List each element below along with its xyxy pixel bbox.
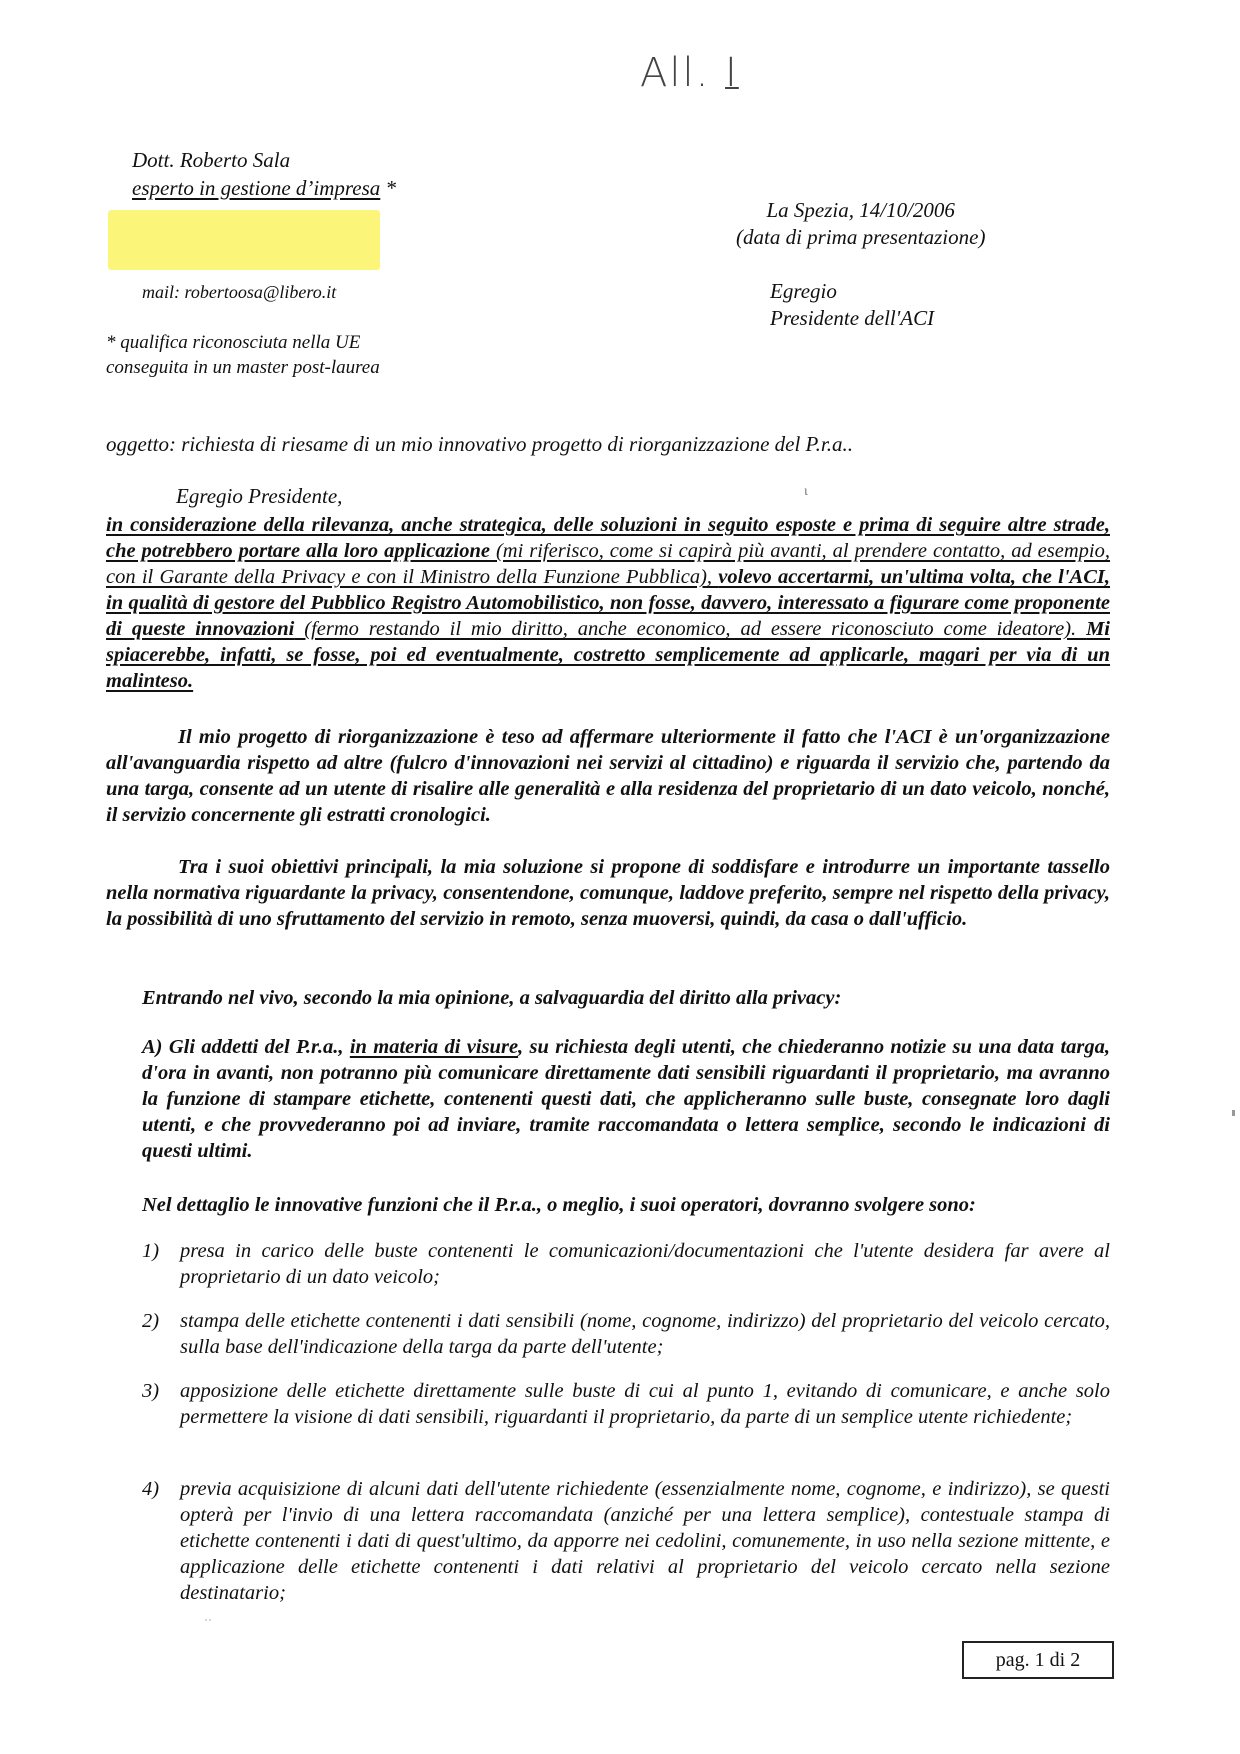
stray-mark: ι xyxy=(804,484,808,499)
detail-heading: Nel dettaglio le innovative funzioni che il P.r.a., o meglio, i suoi operatori, dovranno svolgere sono: xyxy=(142,1194,976,1216)
sender-block xyxy=(132,146,396,202)
place-date: La Spezia, 14/10/2006 xyxy=(766,198,955,222)
recipient-name: Presidente dell'ACI xyxy=(770,306,935,330)
list-item: 3) apposizione delle etichette direttamente sulle buste di cui al punto 1, evitando di comunicare, e anche solo permettere la visione di dati sensibili, riguardanti il proprietario, da parte di un semplice utente richiedente; xyxy=(142,1380,1110,1428)
sender-title: esperto in gestione d’impresa * xyxy=(132,176,397,200)
greeting: Egregio Presidente, xyxy=(176,484,343,508)
sender-name: Dott. Roberto Sala xyxy=(132,148,291,172)
point-a-paragraph: A) Gli addetti del P.r.a., in materia di visure, su richiesta degli utenti, che chiederanno notizie su una data targa, d'ora in avanti, non potranno più comunicare direttamente dati sensibili riguardanti il proprietario, ma avranno la funzione di stampare etichette, contenenti questi dati, che applicheranno sulle buste, consegnate loro dagli utenti, e che provvederanno poi ad inviare, tramite raccomandata o lettera semplice, secondo le indicazioni di questi ultimi. xyxy=(142,1036,1110,1162)
intro-paragraph: in considerazione della rilevanza, anche strategica, delle soluzioni in seguito esposte e prima di seguire altre strade, che potrebbero portare alla loro applicazione (mi riferisco, come si capirà più avanti, al prendere contatto, ad esempio, con il Garante della Privacy e con il Ministro della Funzione Pubblica), volevo accertarmi, un'ultima volta, che l'ACI, in qualità di gestore del Pubblico Registro Automobilistico, non fosse, davvero, interessato a figurare come proponente di queste innovazioni (fermo restando il mio diritto, anche economico, ad essere riconosciuto come ideatore). Mi spiacerebbe, infatti, se fosse, poi ed eventualmente, costretto semplicemente ad applicarle, magari per via di un malinteso. xyxy=(106,514,1110,692)
redacted-address-highlight xyxy=(108,210,380,270)
list-item: 4) previa acquisizione di alcuni dati dell'utente richiedente (essenzialmente nome, cognome, e indirizzo), se questi opterà per l'invio di una lettera raccomandata (anziché per una lettera semplice), contestuale stampa di etichette contenenti i dati di quest'ultimo, da apporre nei cedolini, comunemente, in uso nella sezione mittente, e applicazione delle etichette contenenti i dati relativi al proprietario del veicolo cercato nella sezione destinatario; xyxy=(142,1478,1110,1604)
goals-paragraph: Tra i suoi obiettivi principali, la mia soluzione si propone di soddisfare e introdurre un importante tassello nella normativa riguardante la privacy, consentendone, comunque, laddove preferito, sempre nel rispetto della privacy, la possibilità di uno sfruttamento del servizio in remoto, senza muoversi, quindi, da casa o dall'ufficio. xyxy=(106,856,1110,930)
sender-mail: mail: robertoosa@libero.it xyxy=(142,282,337,302)
recipient-block xyxy=(770,278,934,332)
list-item: 2) stampa delle etichette contenenti i dati sensibili (nome, cognome, indirizzo) del proprietario del veicolo cercato, sulla base dell'indicazione della targa da parte dell'utente; xyxy=(142,1310,1110,1358)
date-note: (data di prima presentazione) xyxy=(736,225,986,249)
handwritten-annotation: All. I xyxy=(640,50,739,96)
scan-edge-mark xyxy=(1232,1110,1235,1116)
sender-qualification: * qualifica riconosciuta nella UE conseguita in un master post-laurea xyxy=(106,332,380,378)
stray-mark: ˙˙ xyxy=(204,1616,212,1630)
list-item: 1) presa in carico delle buste contenenti le comunicazioni/documentazioni che l'utente desidera far avere al proprietario di un dato veicolo; xyxy=(142,1240,1110,1288)
page-number-box: pag. 1 di 2 xyxy=(962,1641,1114,1679)
project-paragraph: Il mio progetto di riorganizzazione è teso ad affermare ulteriormente il fatto che l'ACI è un'organizzazione all'avanguardia rispetto ad altre (fulcro d'innovazioni nei servizi al cittadino) e riguarda il servizio che, partendo da una targa, consente ad un utente di risalire alle generalità e alla residenza del proprietario di un dato veicolo, nonché, il servizio concernente gli estratti cronologici. xyxy=(106,726,1110,826)
date-block xyxy=(736,197,985,251)
entering-paragraph: Entrando nel vivo, secondo la mia opinione, a salvaguardia del diritto alla privacy: xyxy=(142,987,842,1009)
recipient-salutation: Egregio xyxy=(770,279,837,303)
subject-line: oggetto: richiesta di riesame di un mio innovativo progetto di riorganizzazione del P.r.a.. xyxy=(106,432,854,456)
